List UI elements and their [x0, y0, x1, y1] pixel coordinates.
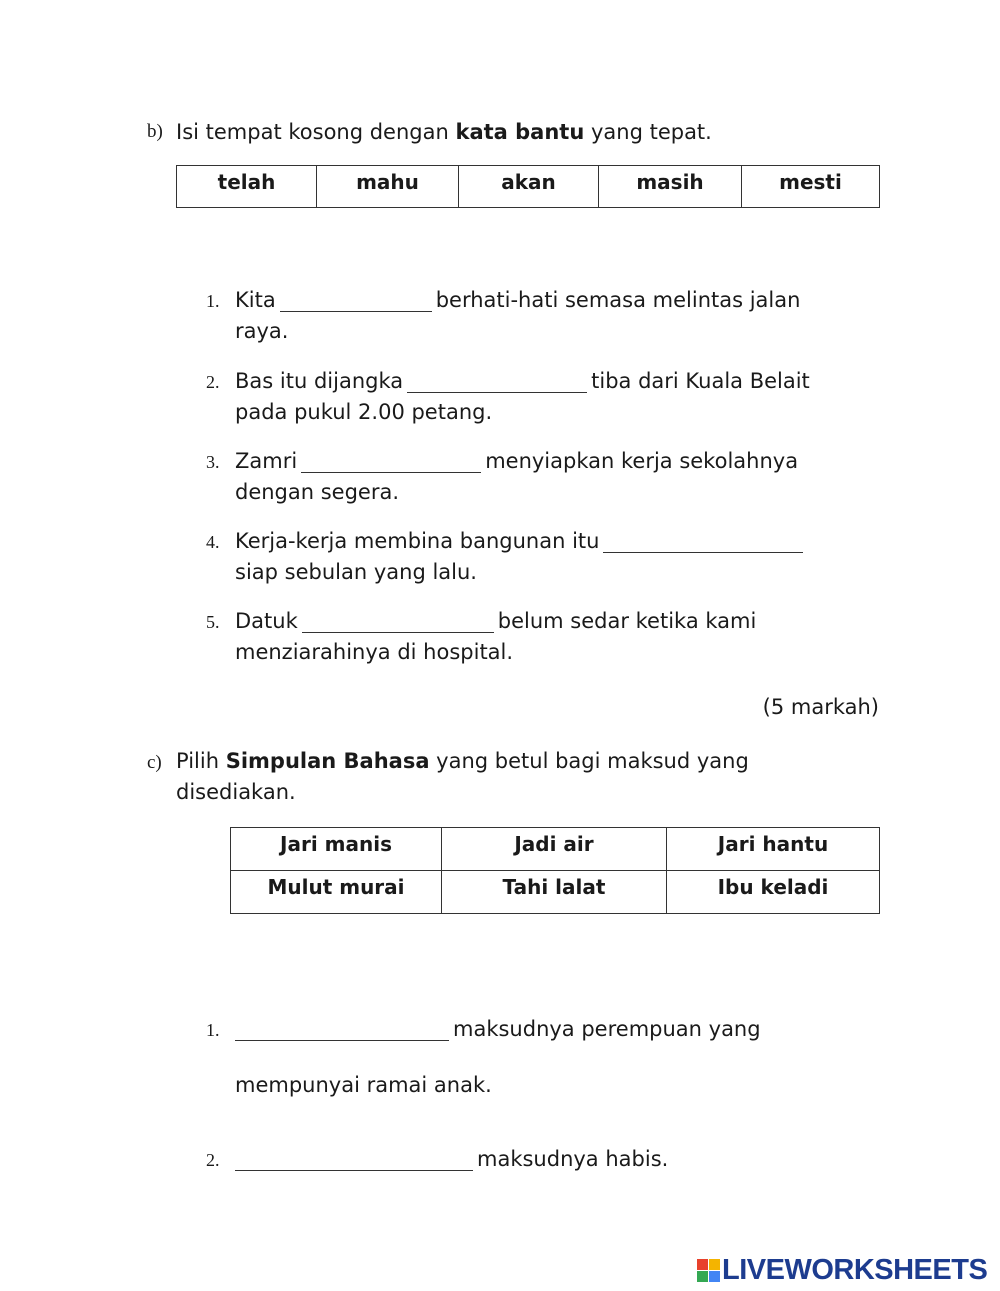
question-number: 3. — [206, 452, 220, 472]
question-text-line2: raya. — [235, 319, 289, 343]
question-c1 — [235, 1014, 875, 1045]
marks-label: (5 markah) — [762, 695, 879, 719]
instruction-text: Isi tempat kosong dengan — [176, 120, 456, 144]
idiom-cell: Tahi lalat — [442, 871, 667, 914]
question-number: 2. — [206, 372, 220, 392]
question-number: 4. — [206, 532, 220, 552]
question-text-line2: pada pukul 2.00 petang. — [235, 400, 493, 424]
answer-blank-b4[interactable] — [603, 532, 803, 553]
liveworksheets-logo — [697, 1255, 987, 1285]
question-c2 — [235, 1144, 875, 1175]
section-b-instruction — [176, 117, 712, 148]
idiom-cell: Jadi air — [442, 828, 667, 871]
instruction-text-line2: disediakan. — [176, 780, 296, 804]
question-text: belum sedar ketika kami — [497, 609, 757, 633]
answer-blank-c2[interactable] — [235, 1150, 473, 1171]
question-text: maksudnya perempuan yang — [453, 1017, 761, 1041]
answer-blank-b5[interactable] — [302, 612, 494, 633]
question-text: berhati-hati semasa melintas jalan — [435, 288, 801, 312]
instruction-bold: Simpulan Bahasa — [225, 749, 430, 773]
idiom-cell: Jari hantu — [667, 828, 880, 871]
question-c1-line2: mempunyai ramai anak. — [235, 1073, 492, 1097]
section-b-marker: b) — [147, 121, 163, 142]
instruction-bold: kata bantu — [455, 120, 585, 144]
question-number: 2. — [206, 1150, 220, 1170]
question-text-line2: menziarahinya di hospital. — [235, 640, 514, 664]
answer-blank-b2[interactable] — [407, 372, 587, 393]
word-bank-cell: masih — [599, 166, 742, 208]
question-b4 — [235, 526, 875, 588]
question-text: menyiapkan kerja sekolahnya — [485, 449, 799, 473]
word-bank-table — [176, 165, 880, 208]
logo-icon — [697, 1259, 720, 1282]
idiom-table — [230, 827, 880, 914]
instruction-text-end: yang betul bagi maksud yang — [429, 749, 749, 773]
question-b5 — [235, 606, 875, 668]
question-text-line2: siap sebulan yang lalu. — [235, 560, 477, 584]
question-text: tiba dari Kuala Belait — [591, 369, 810, 393]
answer-blank-c1[interactable] — [235, 1020, 449, 1041]
word-bank-cell: telah — [177, 166, 317, 208]
question-number: 5. — [206, 612, 220, 632]
question-text: Kerja-kerja membina bangunan itu — [235, 529, 600, 553]
answer-blank-b3[interactable] — [301, 452, 481, 473]
question-number: 1. — [206, 1020, 220, 1040]
answer-blank-b1[interactable] — [280, 291, 432, 312]
question-b3 — [235, 446, 875, 508]
question-text: Datuk — [235, 609, 298, 633]
word-bank-cell: mahu — [317, 166, 459, 208]
idiom-cell: Mulut murai — [231, 871, 442, 914]
word-bank-cell: akan — [459, 166, 599, 208]
question-text: Zamri — [235, 449, 298, 473]
question-number: 1. — [206, 291, 220, 311]
word-bank-cell: mesti — [742, 166, 880, 208]
question-b2 — [235, 366, 875, 428]
idiom-cell: Jari manis — [231, 828, 442, 871]
instruction-text: Pilih — [176, 749, 226, 773]
section-c-marker: c) — [147, 752, 162, 773]
instruction-text-end: yang tepat. — [584, 120, 712, 144]
idiom-cell: Ibu keladi — [667, 871, 880, 914]
question-text-line2: dengan segera. — [235, 480, 400, 504]
section-c-instruction — [176, 746, 876, 808]
question-text: maksudnya habis. — [477, 1147, 669, 1171]
question-b1 — [235, 285, 875, 347]
question-text: Kita — [235, 288, 276, 312]
question-text: Bas itu dijangka — [235, 369, 404, 393]
logo-text: LIVEWORKSHEETS — [722, 1253, 988, 1286]
